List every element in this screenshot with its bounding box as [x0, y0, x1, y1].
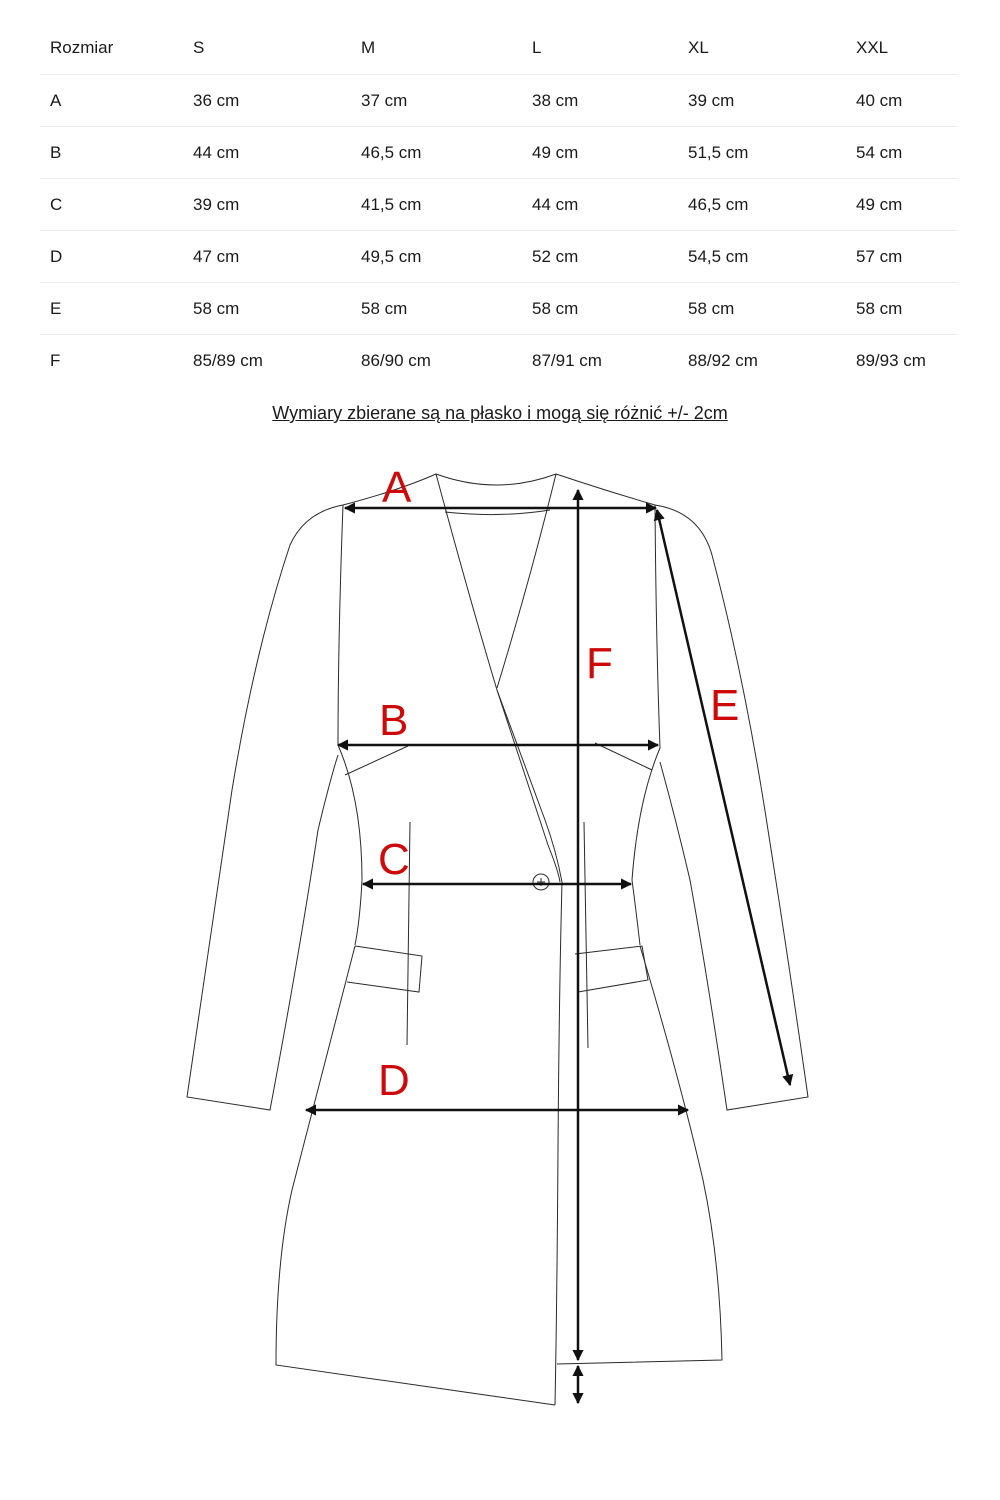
- table-row: [40, 75, 958, 127]
- table-cell: 87/91 cm: [532, 350, 602, 370]
- dimension-e-label: E: [710, 681, 740, 730]
- skirt-left: [276, 946, 555, 1405]
- left-side-seam: [338, 505, 362, 945]
- dimension-labels: [378, 463, 739, 1105]
- skirt-right: [557, 946, 722, 1364]
- header-cell-s: S: [183, 22, 351, 75]
- dimension-a-label: A: [382, 463, 412, 512]
- front-edge: [555, 882, 562, 1405]
- header-cell-xxl: XXL: [846, 22, 958, 75]
- header-cell-size: Rozmiar: [40, 22, 183, 75]
- table-cell: 47 cm: [183, 231, 351, 283]
- table-cell: 57 cm: [846, 231, 958, 283]
- table-cell: 86/90 cm: [361, 350, 431, 370]
- table-cell: 39 cm: [678, 75, 846, 127]
- row-label: D: [40, 231, 183, 283]
- table-cell: 51,5 cm: [678, 127, 846, 179]
- table-row: [40, 335, 958, 387]
- table-cell: 58 cm: [846, 283, 958, 335]
- table-row: [40, 283, 958, 335]
- table-cell: 44 cm: [522, 179, 678, 231]
- right-panel-seam: [584, 822, 588, 1048]
- left-dart: [345, 746, 408, 775]
- table-cell: 54,5 cm: [678, 231, 846, 283]
- right-dart: [595, 743, 652, 770]
- left-lapel: [436, 474, 562, 882]
- table-row: [40, 127, 958, 179]
- table-cell: 37 cm: [351, 75, 522, 127]
- table-cell: 38 cm: [522, 75, 678, 127]
- dimension-lines: [306, 490, 790, 1403]
- table-cell: 89/93 cm: [856, 350, 926, 370]
- header-cell-l: L: [522, 22, 678, 75]
- table-cell: 52 cm: [522, 231, 678, 283]
- row-label: C: [40, 179, 183, 231]
- size-table-header: [40, 22, 958, 75]
- size-table: [40, 22, 958, 386]
- garment-diagram: [0, 440, 1000, 1480]
- left-pocket-flap: [347, 946, 422, 992]
- right-side-seam: [632, 505, 660, 945]
- dimension-b-label: B: [379, 696, 409, 745]
- row-label: A: [40, 75, 183, 127]
- table-cell: 58 cm: [678, 283, 846, 335]
- table-row: [40, 179, 958, 231]
- header-cell-xl: XL: [678, 22, 846, 75]
- wrap-edge: [497, 690, 560, 882]
- dimension-c-label: C: [378, 835, 410, 884]
- table-cell: 40 cm: [846, 75, 958, 127]
- row-label: E: [40, 283, 183, 335]
- table-cell: 36 cm: [183, 75, 351, 127]
- inner-neckline: [445, 510, 550, 515]
- table-cell: 49 cm: [522, 127, 678, 179]
- table-cell: 44 cm: [183, 127, 351, 179]
- table-cell: 39 cm: [183, 179, 351, 231]
- dimension-d-label: D: [378, 1056, 410, 1105]
- table-cell: 46,5 cm: [678, 179, 846, 231]
- row-label: F: [50, 350, 61, 370]
- table-row: [40, 231, 958, 283]
- right-lapel: [497, 474, 556, 688]
- table-cell: 46,5 cm: [351, 127, 522, 179]
- table-cell: 58 cm: [351, 283, 522, 335]
- table-cell: 49 cm: [846, 179, 958, 231]
- dimension-e-line: [657, 510, 790, 1085]
- row-label: B: [40, 127, 183, 179]
- table-cell: 58 cm: [183, 283, 351, 335]
- dress-outline: [187, 474, 808, 1405]
- measurement-note: Wymiary zbierane są na płasko i mogą się różnić +/- 2cm: [272, 403, 728, 423]
- header-cell-m: M: [351, 22, 522, 75]
- table-cell: 41,5 cm: [351, 179, 522, 231]
- table-cell: 58 cm: [522, 283, 678, 335]
- table-cell: 85/89 cm: [193, 350, 263, 370]
- table-cell: 54 cm: [846, 127, 958, 179]
- dimension-f-label: F: [586, 639, 613, 688]
- left-sleeve: [187, 505, 343, 1110]
- table-cell: 49,5 cm: [351, 231, 522, 283]
- table-cell: 88/92 cm: [688, 350, 758, 370]
